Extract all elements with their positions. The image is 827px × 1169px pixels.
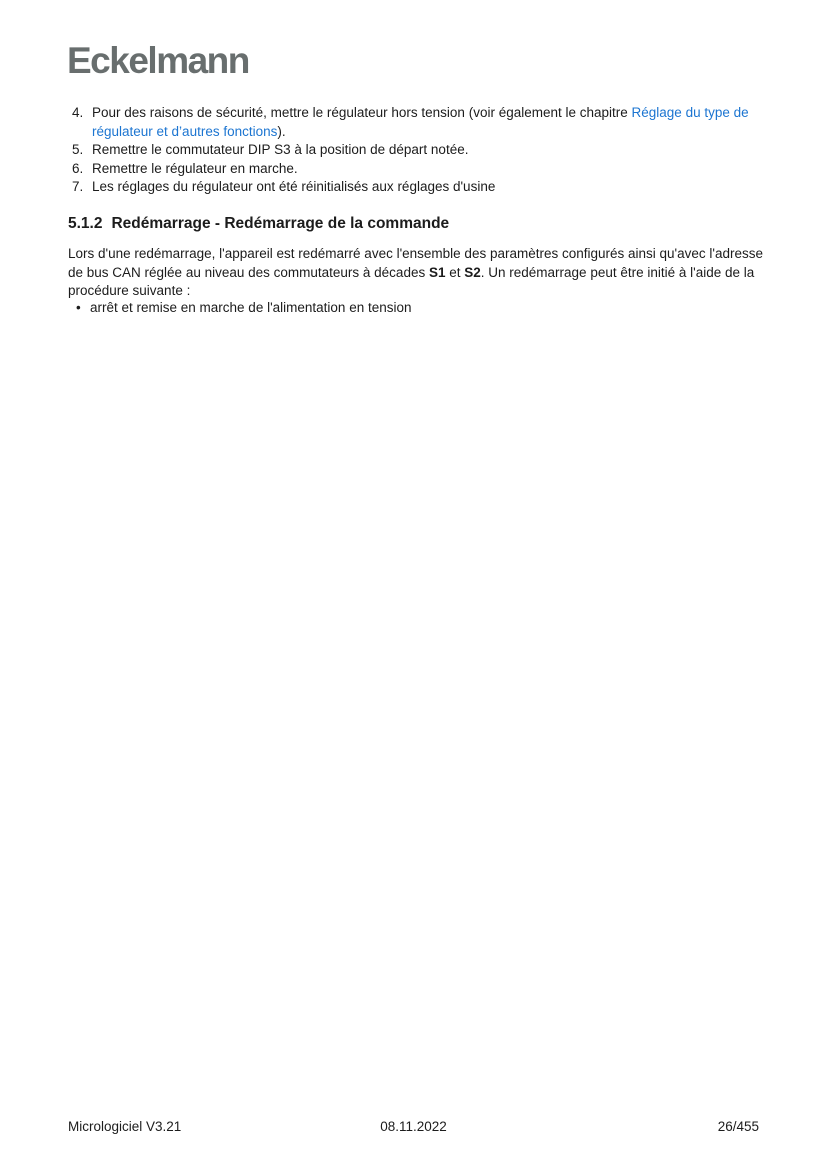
step-text: Remettre le régulateur en marche. — [92, 160, 298, 176]
page-footer — [68, 1118, 759, 1138]
step-item-6 — [72, 160, 752, 179]
numbered-steps-list — [72, 104, 752, 197]
bullet-text: arrêt et remise en marche de l'alimentation en tension — [90, 300, 412, 315]
step-text: Remettre le commutateur DIP S3 à la position de départ notée. — [92, 142, 469, 157]
paragraph-segment: . Un redémarrage peut être initié à l'aide de la procédure suivante : — [68, 264, 755, 298]
step-number: 5. — [72, 142, 84, 157]
section-number: 5.1.2 — [68, 215, 103, 232]
step-number: 4. — [72, 105, 84, 120]
bullet-item — [72, 299, 752, 318]
footer-date: 08.11.2022 — [380, 1119, 447, 1134]
section-heading — [68, 214, 449, 234]
switch-s1-label: S1 — [428, 264, 446, 280]
step-text: Les réglages du régulateur ont été réinitialisés aux réglages d'usine — [92, 179, 496, 194]
eckelmann-logo: Eckelmann — [67, 40, 249, 81]
chapter-link[interactable]: Réglage du type de régulateur et d’autres fonctions — [92, 105, 749, 139]
footer-page-number: 26/455 — [717, 1119, 759, 1134]
section-title: Redémarrage - Redémarrage de la commande — [111, 215, 450, 232]
bullet-icon: • — [76, 300, 81, 315]
step-text-segment: ). — [277, 123, 286, 139]
step-number: 6. — [72, 160, 84, 176]
step-item-5 — [72, 141, 752, 160]
switch-s2-label: S2 — [464, 264, 481, 280]
paragraph-segment: Lors d'une redémarrage, l'appareil est redémarré avec l'ensemble des paramètres configurés ainsi qu'avec l'adresse de bus CAN réglée au niveau des commutateurs à décades — [68, 246, 763, 280]
footer-firmware-version: Micrologiciel V3.21 — [68, 1119, 182, 1134]
step-item-4 — [72, 104, 752, 141]
bullet-list — [72, 299, 752, 318]
paragraph-segment: et — [445, 264, 465, 280]
body-paragraph — [68, 245, 764, 301]
step-text-segment: Pour des raisons de sécurité, mettre le régulateur hors tension (voir également le chapitre — [92, 105, 632, 120]
step-item-7 — [72, 178, 752, 197]
step-text — [92, 104, 750, 141]
step-number: 7. — [72, 179, 84, 194]
